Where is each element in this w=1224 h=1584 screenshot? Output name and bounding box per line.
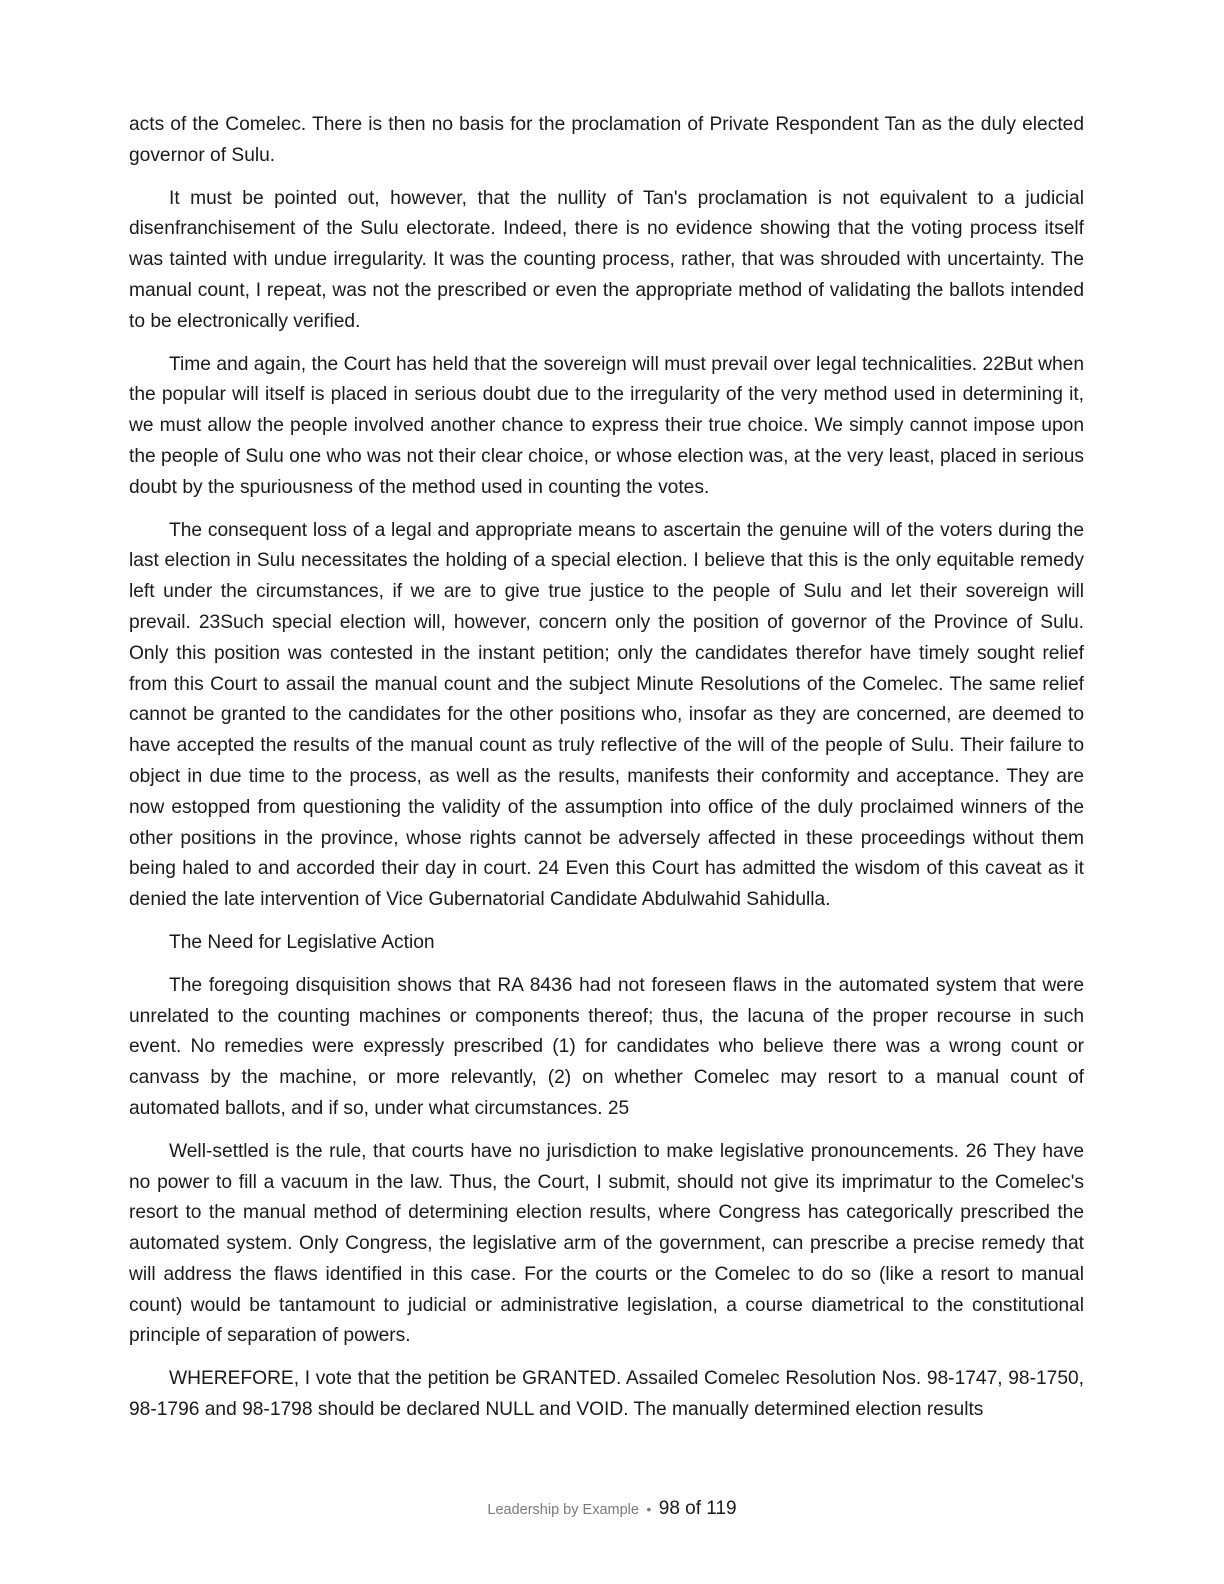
paragraph-2: It must be pointed out, however, that the nullity of Tan's proclamation is not equivalent to a judicial disenfranchisement of the Sulu electorate. Indeed, there is no evidence showing that the voting process itself was tainted with undue irregularity. It was the counting process, rather, that was shrouded with uncertainty. The manual count, I repeat, was not the prescribed or even the appropriate method of validating the ballots intended to be electronically verified. [129,187,1084,332]
section-heading: The Need for Legislative Action [169,931,435,953]
paragraph-1: acts of the Comelec. There is then no basis for the proclamation of Private Respondent Tan as the duly elected governor of Sulu. [129,114,1084,166]
footer-separator: • [646,1501,652,1517]
paragraph-5: The foregoing disquisition shows that RA 8436 had not foreseen flaws in the automated system that were unrelated to the counting machines or components thereof; thus, the lacuna of the proper recourse in such event. No remedies were expressly prescribed (1) for candidates who believe there was a wrong count or canvass by the machine, or more relevantly, (2) on whether Comelec may resort to a manual count of automated ballots, and if so, under what circumstances. 25 [129,974,1084,1119]
footer-page-number: 98 of 119 [658,1498,737,1519]
paragraph-3: Time and again, the Court has held that the sovereign will must prevail over legal technicalities. 22But when the popular will itself is placed in serious doubt due to the irregularity of the very method used in determining it, we must allow the people involved another chance to express their true choice. We simply cannot impose upon the people of Sulu one who was not their clear choice, or whose election was, at the very least, placed in serious doubt by the spuriousness of the method used in counting the votes. [129,353,1084,498]
paragraph-4: The consequent loss of a legal and appropriate means to ascertain the genuine will of the voters during the last election in Sulu necessitates the holding of a special election. I believe that this is the only equitable remedy left under the circumstances, if we are to give true justice to the people of Sulu and let their sovereign will prevail. 23Such special election will, however, concern only the position of governor of the Province of Sulu. Only this position was contested in the instant petition; only the candidates therefor have timely sought relief from this Court to assail the manual count and the subject Minute Resolutions of the Comelec. The same relief cannot be granted to the candidates for the other positions who, insofar as they are concerned, are deemed to have accepted the results of the manual count as truly reflective of the will of the people of Sulu. Their failure to object in due time to the process, as well as the results, manifests their conformity and acceptance. They are now estopped from questioning the validity of the assumption into office of the duly proclaimed winners of the other positions in the province, whose rights cannot be adversely affected in these proceedings without them being haled to and accorded their day in court. 24 Even this Court has admitted the wisdom of this caveat as it denied the late intervention of Vice Gubernatorial Candidate Abdulwahid Sahidulla. [129,519,1084,911]
paragraph-6: Well-settled is the rule, that courts have no jurisdiction to make legislative pronouncements. 26 They have no power to fill a vacuum in the law. Thus, the Court, I submit, should not give its imprimatur to the Comelec's resort to the manual method of determining election results, where Congress has categorically prescribed the automated system. Only Congress, the legislative arm of the government, can prescribe a precise remedy that will address the flaws identified in this case. For the courts or the Comelec to do so (like a resort to manual count) would be tantamount to judicial or administrative legislation, a course diametrical to the constitutional principle of separation of powers. [129,1140,1084,1347]
paragraph-7: WHEREFORE, I vote that the petition be GRANTED. Assailed Comelec Resolution Nos. 98-1747, 98-1750, 98-1796 and 98-1798 should be declared NULL and VOID. The manually determined election results [129,1368,1084,1421]
footer-book-title: Leadership by Example [487,1502,639,1518]
page-footer [0,1498,1224,1520]
page-body [129,110,1084,1438]
